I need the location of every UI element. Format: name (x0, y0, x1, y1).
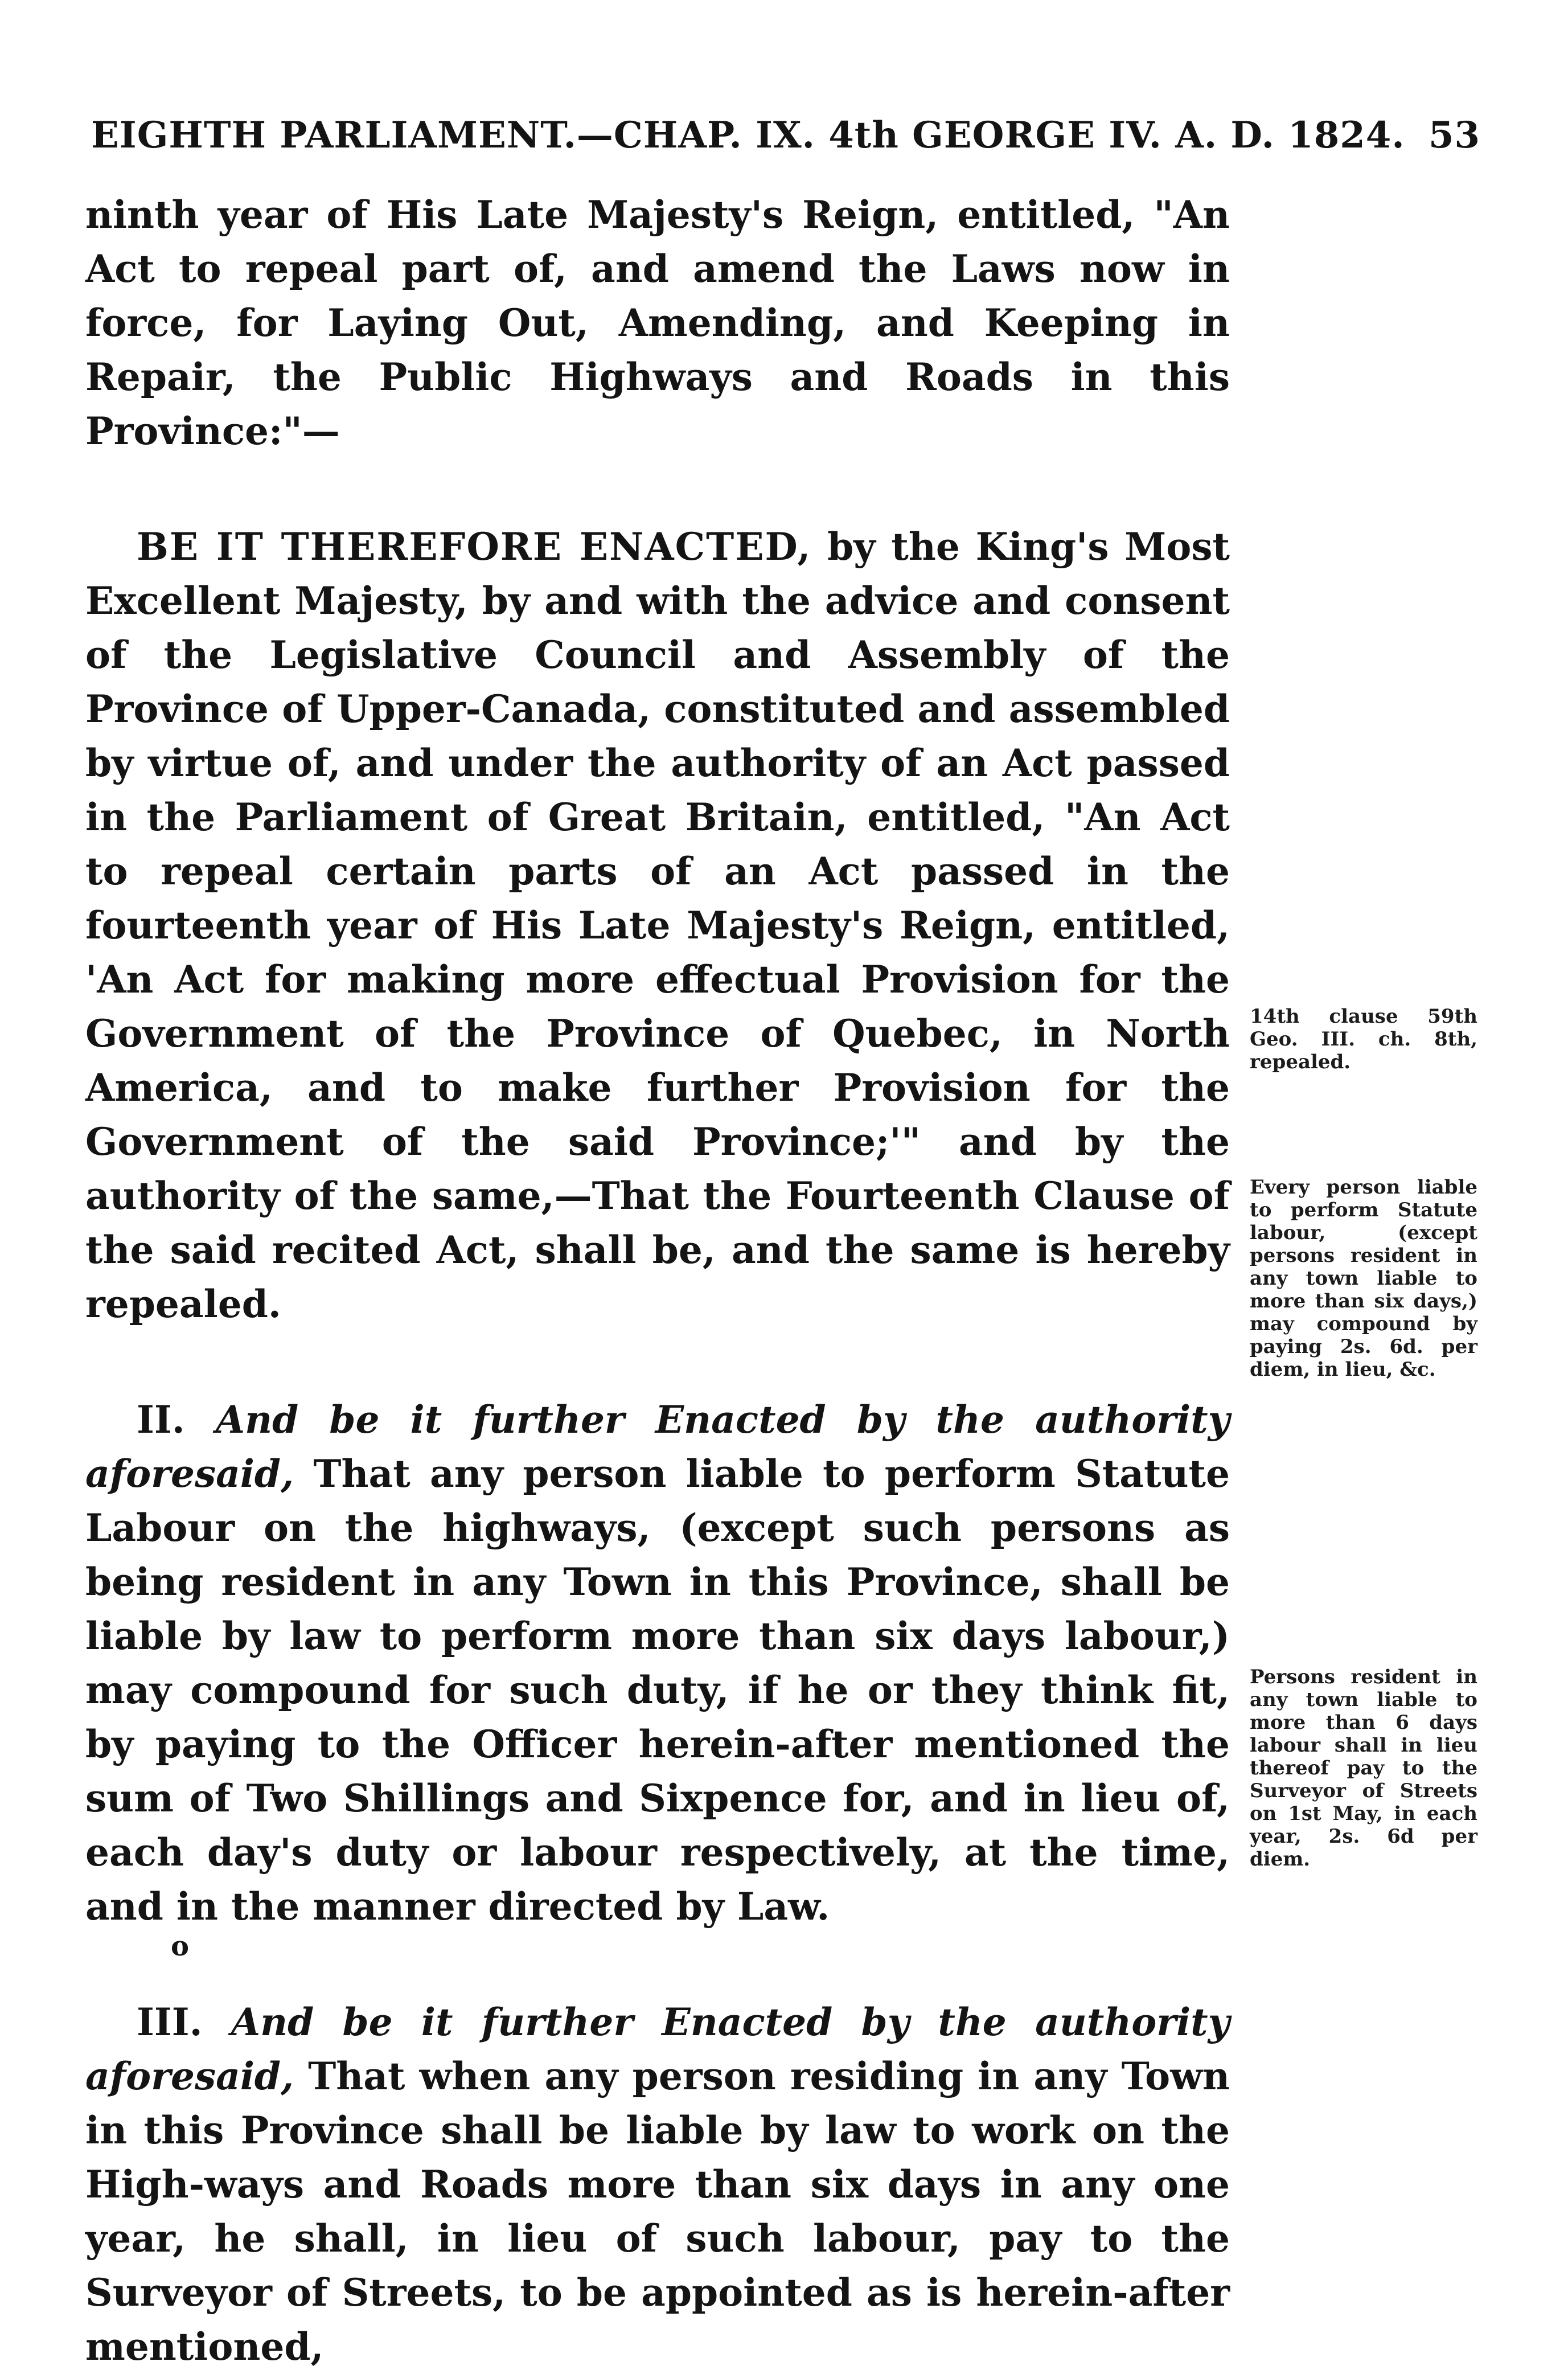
paragraph-enacting-clause (85, 520, 1230, 1331)
paragraph-section-3 (85, 1995, 1230, 2374)
section-3-enacting-words: And be it further Enacted by the authority aforesaid, (85, 2000, 1230, 2098)
paragraph-gap (85, 1934, 1230, 1995)
paragraph-preamble-end: ninth year of His Late Majesty's Reign, entitled, "An Act to repeal part of, and amend the Laws now in force, for Laying Out, Amending, and Keeping in Repair, the Public Highways and Roads in this Province:"— (85, 192, 1230, 453)
paragraph-gap (85, 1331, 1230, 1393)
main-text (85, 188, 1230, 2374)
section-2-enacting-words: And be it further Enacted by the authority aforesaid, (85, 1397, 1230, 1496)
section-2-number: II. (137, 1397, 185, 1442)
margin-note-repeal: 14th clause 59th Geo. III. ch. 8th, repealed. (1250, 1005, 1477, 1073)
paragraph-gap (85, 458, 1230, 520)
page-number: 53 (1428, 114, 1480, 157)
section-2-text: That any person liable to perform Statute Labour on the highways, (except such persons as being resident in any Town in this Province, shall be liable by law to perform more than six days labour,) may compound for such duty, if he or they think fit, by paying to the Officer herein-after mentioned the sum of Two Shillings and Sixpence for, and in lieu of, each day's duty or labour respectively, at the time, and in the manner directed by Law. (85, 1452, 1230, 1929)
enacting-clause-text: by the King's Most Excellent Majesty, by and with the advice and consent of the Legislative Council and Assembly of the Province of Upper-Canada, constituted and assembled by virtue of, and under the authority of an Act passed in the Parliament of Great Britain, entitled, "An Act to repeal certain parts of an Act passed in the fourteenth year of His Late Majesty's Reign, entitled, 'An Act for making more effectual Provision for the Government of the Province of Quebec, in North America, and to make further Provision for the Government of the said Province;'" and by the authority of the same,—That the Fourteenth Clause of the said recited Act, shall be, and the same is hereby repealed. (85, 524, 1230, 1326)
paragraph-section-2 (85, 1393, 1230, 1934)
section-3-number: III. (137, 2000, 203, 2044)
signature-mark: o (171, 1930, 190, 1962)
enacting-formula: BE IT THEREFORE ENACTED, (137, 524, 812, 569)
margin-note-town-residents: Persons resident in any town liable to more than 6 days labour shall in lieu thereof pay to the Surveyor of Streets on 1st May, in each year, 2s. 6d per diem. (1250, 1666, 1477, 1871)
margin-note-statute-labour: Every person liable to perform Statute labour, (except persons resident in any town liable to more than six days,) may compound by paying 2s. 6d. per diem, in lieu, &c. (1250, 1176, 1477, 1381)
running-header (85, 114, 1480, 165)
section-3-text: That when any person residing in any Town in this Province shall be liable by law to work on the High-ways and Roads more than six days in any one year, he shall, in lieu of such labour, pay to the Surveyor of Streets, to be appointed as is herein-after mentioned, (85, 2054, 1230, 2369)
running-title: EIGHTH PARLIAMENT.—CHAP. IX. 4th GEORGE IV. A. D. 1824. (91, 114, 1405, 157)
